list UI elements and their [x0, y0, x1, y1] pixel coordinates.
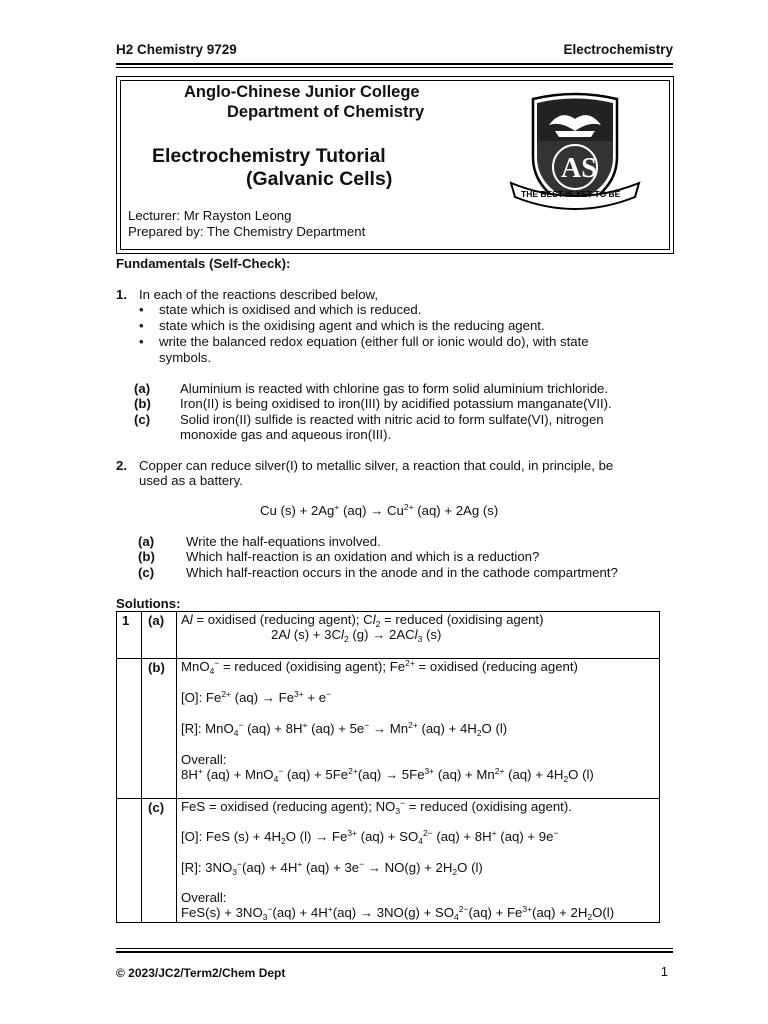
header-course: H2 Chemistry 9729	[116, 42, 237, 57]
q1-part-a: Aluminium is reacted with chlorine gas to form solid aluminium trichloride.	[180, 381, 609, 396]
header-rule	[116, 63, 673, 65]
q1-part-label: (b)	[134, 396, 151, 411]
solution-part-label: (b)	[148, 660, 165, 675]
q2-equation: Cu (s) + 2Ag+ $(aq) \to Cu^{2+}$ (aq) + 2Ag (s)	[260, 502, 499, 518]
q1-part-c: Solid iron(II) sulfide is reacted with nitric acid to form sulfate(VI), nitrogen	[180, 412, 604, 427]
q2-part-c: Which half-reaction occurs in the anode and in the cathode compartment?	[186, 565, 618, 580]
q2-part-b: Which half-reaction is an oxidation and which is a reduction?	[186, 549, 540, 564]
solutions-heading: Solutions:	[116, 596, 181, 611]
q1-part-label: (c)	[134, 412, 151, 427]
overall-label: Overall:	[181, 752, 227, 767]
header-rule-thin	[116, 67, 673, 68]
solution-q-number: 1	[122, 613, 130, 628]
q2-part-a: Write the half-equations involved.	[186, 534, 381, 549]
solution-b: MnO$_4$− = reduced (oxidising agent); $Fe^{2+}$ = oxidised (reducing agent) [O]: $Fe^{2+}$ $(aq) \to Fe^{3+} + e^-$ [R]: MnO$_4$− (aq) + 8H+ $(aq) + 5e^- \to Mn^{2+}$ $(aq) + 4H_2O$ (l) Overall: 8H+ (aq) + MnO$_4$− $(aq) + 5Fe^{2+}(aq) \to 5Fe^{3+}$ $(aq) + Mn^{2+}$ $(aq) + 4H_2O$ (l)	[181, 658, 594, 784]
solutions-table	[116, 611, 660, 923]
q1-bullet: • state which is oxidised and which is reduced.	[139, 302, 589, 318]
crest-letters: AS	[561, 153, 597, 184]
q1-part-b: Iron(II) is being oxidised to iron(III) by acidified potassium manganate(VII).	[180, 396, 612, 411]
footer-rule-thin	[116, 948, 673, 949]
title-box	[116, 76, 674, 254]
tutorial-title: Electrochemistry Tutorial	[152, 145, 386, 167]
header-topic: Electrochemistry	[563, 42, 673, 57]
tutorial-subtitle: (Galvanic Cells)	[246, 168, 393, 190]
q1-bullets	[139, 302, 589, 350]
q2-part-label: (c)	[138, 565, 155, 580]
solution-part-label: (c)	[148, 800, 165, 815]
lecturer: Lecturer: Mr Rayston Leong	[128, 208, 292, 223]
q2-part-label: (a)	[138, 534, 155, 549]
q2-intro-cont: used as a battery.	[139, 473, 243, 488]
q2-part-label: (b)	[138, 549, 155, 564]
footer-copyright: © 2023/JC2/Term2/Chem Dept	[116, 966, 286, 980]
solution-a: Al = oxidised (reducing agent); $Cl_2$ = reduced (oxidising agent) 2Al $(s) + 3Cl_2$ (g) → 2ACl$_3$ (s)	[181, 612, 544, 644]
q1-number: 1.	[116, 287, 127, 302]
solution-c: FeS = oxidised (reducing agent); $NO_3^-$ = reduced (oxidising agent). [O]: FeS $(s) + 4H_2O$ $(l) \to Fe^{3+}$ $(aq) + SO_4^{2-}$ (aq) + 8H+ (aq) + 9e− [R]: $3NO_3^-(aq) + 4H^+$ $(aq) + 3e^- \to NO(g) + 2H_2O$ (l) Overall: $FeS(s) + 3NO_3^-(aq) + 4H^+(aq) \to 3NO(g) + SO_4^{2-}(aq) + Fe^{3+}(aq) + 2H_2O(l)$	[181, 798, 615, 922]
fundamentals-heading: Fundamentals (Self-Check):	[116, 256, 291, 271]
q1-intro: In each of the reactions described below,	[139, 287, 378, 302]
overall-label: Overall:	[181, 890, 227, 905]
q1-part-c-cont: monoxide gas and aqueous iron(III).	[180, 427, 392, 442]
department-name: Department of Chemistry	[227, 103, 425, 121]
school-crest-icon	[509, 91, 641, 219]
crest-motto: THE BEST IS YET TO BE	[521, 189, 621, 199]
q1-bullet: • state which is the oxidising agent and which is the reducing agent.	[139, 318, 589, 334]
prepared-by: Prepared by: The Chemistry Department	[128, 224, 366, 239]
q2-number: 2.	[116, 458, 127, 473]
q1-part-label: (a)	[134, 381, 151, 396]
college-name: Anglo-Chinese Junior College	[184, 83, 420, 101]
solution-part-label: (a)	[148, 613, 165, 628]
q2-intro: Copper can reduce silver(I) to metallic silver, a reaction that could, in principle, be	[139, 458, 614, 473]
q1-bullet-continued: symbols.	[159, 350, 212, 365]
footer-rule	[116, 951, 673, 953]
q1-bullet: • write the balanced redox equation (either full or ionic would do), with state	[139, 334, 589, 350]
page-number: 1	[660, 964, 668, 979]
